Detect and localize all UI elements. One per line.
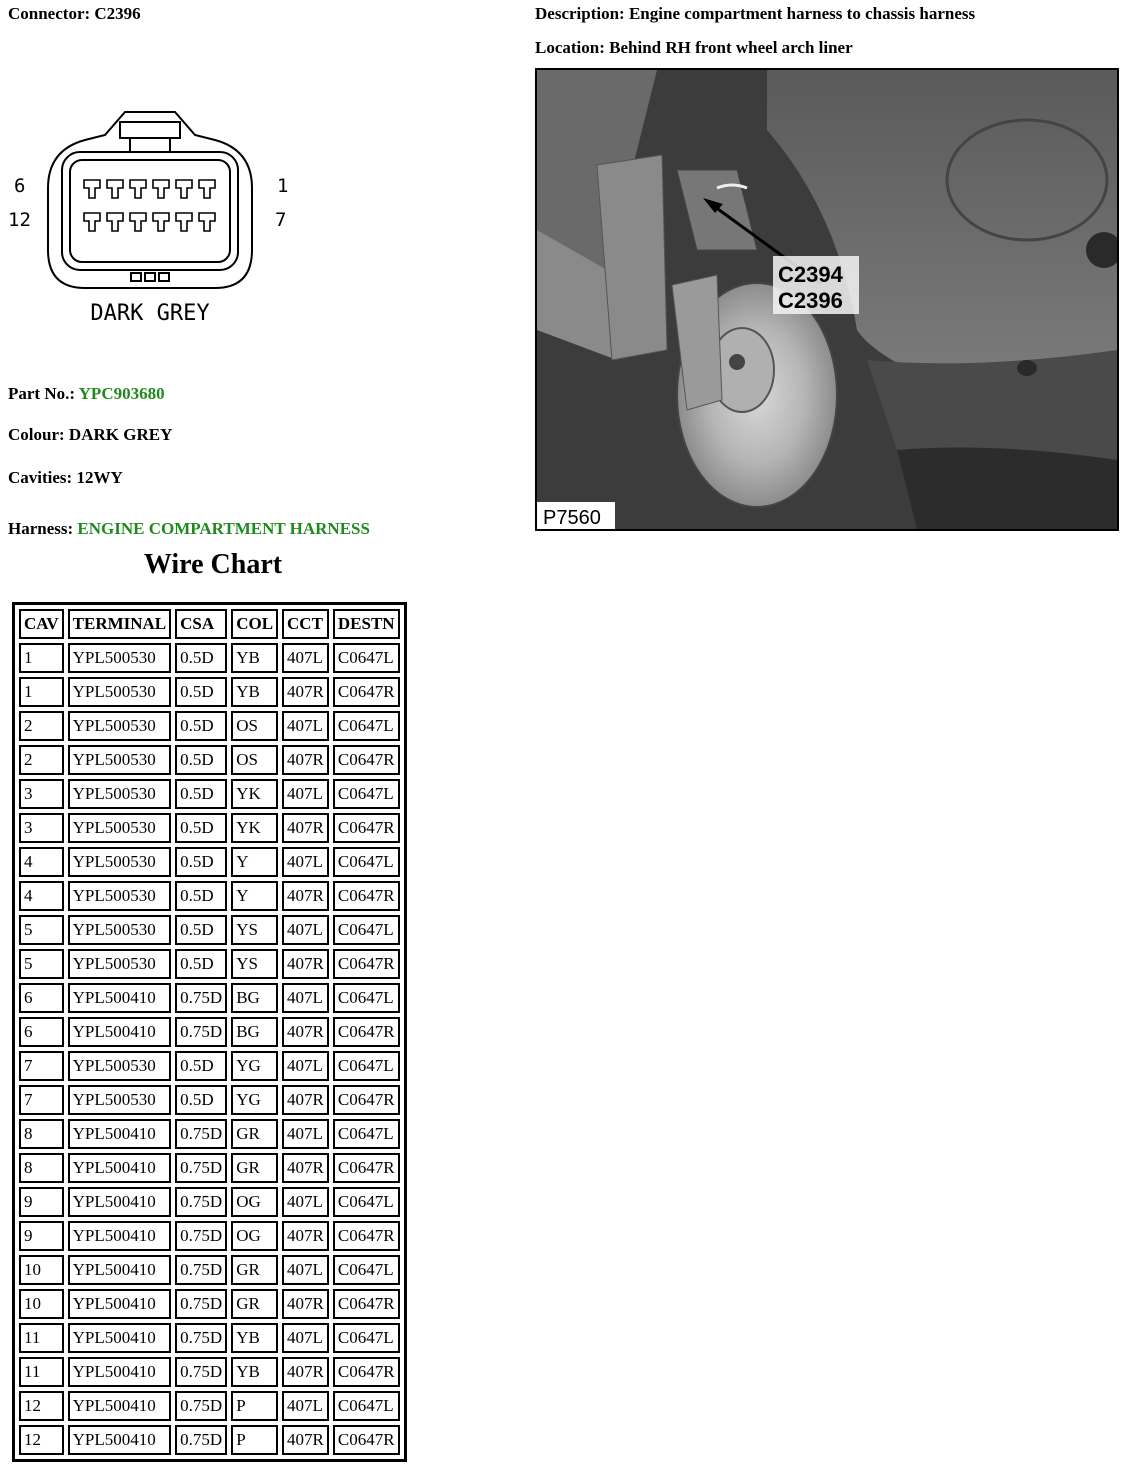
table-row — [19, 1357, 400, 1387]
cell-cav: 11 — [19, 1323, 64, 1353]
cell-destn: C0647L — [333, 915, 400, 945]
connector-id: C2396 — [94, 4, 141, 23]
cell-destn: C0647R — [333, 881, 400, 911]
wire-chart-table — [12, 602, 407, 1462]
cell-destn: C0647L — [333, 1391, 400, 1421]
cell-csa: 0.5D — [175, 813, 227, 843]
cell-terminal: YPL500410 — [68, 1119, 172, 1149]
table-row — [19, 745, 400, 775]
cell-terminal: YPL500410 — [68, 1153, 172, 1183]
cell-csa: 0.5D — [175, 949, 227, 979]
cell-col: OS — [231, 745, 278, 775]
cell-terminal: YPL500410 — [68, 1425, 172, 1455]
cell-csa: 0.75D — [175, 1357, 227, 1387]
cell-col: GR — [231, 1255, 278, 1285]
cell-col: P — [231, 1391, 278, 1421]
cell-csa: 0.75D — [175, 1221, 227, 1251]
cell-cct: 407L — [282, 1391, 329, 1421]
cell-col: YK — [231, 813, 278, 843]
cell-destn: C0647R — [333, 813, 400, 843]
cell-col: GR — [231, 1153, 278, 1183]
photo-figure-id: P7560 — [543, 507, 601, 529]
harness-line — [8, 519, 370, 539]
cell-terminal: YPL500410 — [68, 1391, 172, 1421]
cavities-label: Cavities: — [8, 468, 73, 487]
cell-terminal: YPL500410 — [68, 1221, 172, 1251]
cell-cav: 1 — [19, 677, 64, 707]
cell-cct: 407L — [282, 1255, 329, 1285]
cell-col: YB — [231, 643, 278, 673]
table-row — [19, 1153, 400, 1183]
cell-cav: 3 — [19, 813, 64, 843]
cell-cav: 12 — [19, 1391, 64, 1421]
cavities-line — [8, 468, 123, 488]
cell-csa: 0.75D — [175, 1255, 227, 1285]
cell-cct: 407L — [282, 1051, 329, 1081]
cell-csa: 0.75D — [175, 1425, 227, 1455]
cell-cct: 407L — [282, 983, 329, 1013]
cell-terminal: YPL500410 — [68, 983, 172, 1013]
cavity-slot — [176, 213, 192, 231]
cell-cav: 7 — [19, 1051, 64, 1081]
cell-terminal: YPL500530 — [68, 915, 172, 945]
location-value: Behind RH front wheel arch liner — [609, 38, 853, 57]
table-row — [19, 643, 400, 673]
cell-csa: 0.5D — [175, 881, 227, 911]
cell-cav: 8 — [19, 1119, 64, 1149]
cell-col: OS — [231, 711, 278, 741]
cell-destn: C0647L — [333, 1323, 400, 1353]
cell-csa: 0.75D — [175, 1323, 227, 1353]
cavity-slot — [176, 180, 192, 198]
cell-col: YB — [231, 677, 278, 707]
cell-cct: 407R — [282, 813, 329, 843]
cell-destn: C0647R — [333, 1085, 400, 1115]
cell-cav: 10 — [19, 1289, 64, 1319]
cell-cct: 407R — [282, 1289, 329, 1319]
diagram-colour-label: DARK GREY — [90, 301, 210, 326]
cell-terminal: YPL500410 — [68, 1289, 172, 1319]
cell-destn: C0647L — [333, 1255, 400, 1285]
location-photo — [535, 68, 1119, 531]
cell-col: YG — [231, 1051, 278, 1081]
cell-cav: 11 — [19, 1357, 64, 1387]
cell-cct: 407L — [282, 779, 329, 809]
cell-csa: 0.5D — [175, 745, 227, 775]
cavity-slot — [130, 180, 146, 198]
colour-label: Colour: — [8, 425, 65, 444]
cell-col: YK — [231, 779, 278, 809]
cell-csa: 0.5D — [175, 915, 227, 945]
cell-cav: 2 — [19, 745, 64, 775]
cell-cct: 407R — [282, 1425, 329, 1455]
column-header-cav: CAV — [19, 609, 64, 639]
table-row — [19, 1119, 400, 1149]
table-row — [19, 881, 400, 911]
connector-label-line — [8, 4, 141, 24]
cell-destn: C0647L — [333, 847, 400, 877]
cell-terminal: YPL500530 — [68, 711, 172, 741]
part-number-link[interactable]: YPC903680 — [78, 384, 165, 403]
table-row — [19, 711, 400, 741]
table-row — [19, 983, 400, 1013]
cell-csa: 0.5D — [175, 677, 227, 707]
cell-cct: 407R — [282, 1357, 329, 1387]
cell-cav: 3 — [19, 779, 64, 809]
location-label: Location: — [535, 38, 605, 57]
cell-terminal: YPL500530 — [68, 745, 172, 775]
harness-link[interactable]: ENGINE COMPARTMENT HARNESS — [77, 519, 370, 538]
cell-col: YB — [231, 1323, 278, 1353]
table-row — [19, 915, 400, 945]
cell-destn: C0647L — [333, 1187, 400, 1217]
cell-destn: C0647R — [333, 677, 400, 707]
part-number-label: Part No.: — [8, 384, 76, 403]
table-row — [19, 1085, 400, 1115]
cell-cav: 5 — [19, 915, 64, 945]
cell-destn: C0647R — [333, 949, 400, 979]
cell-cct: 407R — [282, 1017, 329, 1047]
cell-destn: C0647L — [333, 711, 400, 741]
cell-col: Y — [231, 847, 278, 877]
column-header-destn: DESTN — [333, 609, 400, 639]
cell-destn: C0647L — [333, 779, 400, 809]
cavity-slot — [199, 180, 215, 198]
table-row — [19, 1017, 400, 1047]
table-row — [19, 1255, 400, 1285]
table-row — [19, 1187, 400, 1217]
cell-cct: 407R — [282, 949, 329, 979]
cell-cct: 407R — [282, 1221, 329, 1251]
column-header-terminal: TERMINAL — [68, 609, 172, 639]
cell-csa: 0.5D — [175, 1085, 227, 1115]
table-row — [19, 1391, 400, 1421]
cell-cct: 407R — [282, 881, 329, 911]
cell-col: Y — [231, 881, 278, 911]
cell-terminal: YPL500410 — [68, 1187, 172, 1217]
description-value: Engine compartment harness to chassis harness — [628, 4, 976, 23]
cavity-slot — [107, 213, 123, 231]
cell-destn: C0647L — [333, 983, 400, 1013]
cell-terminal: YPL500530 — [68, 779, 172, 809]
cell-csa: 0.5D — [175, 711, 227, 741]
cell-cav: 5 — [19, 949, 64, 979]
cell-cct: 407R — [282, 1153, 329, 1183]
cell-cav: 4 — [19, 847, 64, 877]
cell-csa: 0.75D — [175, 1119, 227, 1149]
cell-csa: 0.75D — [175, 1153, 227, 1183]
cell-csa: 0.5D — [175, 643, 227, 673]
description-line — [535, 4, 975, 24]
cell-cct: 407L — [282, 711, 329, 741]
pin-1-number: 1 — [277, 175, 289, 197]
cell-cct: 407L — [282, 643, 329, 673]
cavity-slot — [107, 180, 123, 198]
cell-destn: C0647R — [333, 1357, 400, 1387]
wire-chart-body — [19, 643, 400, 1455]
cell-cav: 10 — [19, 1255, 64, 1285]
cell-terminal: YPL500530 — [68, 1051, 172, 1081]
cell-col: P — [231, 1425, 278, 1455]
cavity-slot — [84, 180, 100, 198]
colour-line — [8, 425, 172, 445]
cell-cct: 407R — [282, 677, 329, 707]
cell-csa: 0.75D — [175, 1391, 227, 1421]
cell-destn: C0647R — [333, 1425, 400, 1455]
cavity-slot — [153, 213, 169, 231]
connector-face-diagram — [0, 100, 300, 340]
part-number-line — [8, 384, 165, 404]
cell-cct: 407L — [282, 1187, 329, 1217]
cell-col: OG — [231, 1221, 278, 1251]
cavity-slot — [130, 213, 146, 231]
description-label: Description: — [535, 4, 625, 23]
location-line — [535, 38, 853, 58]
cavity-slot — [84, 213, 100, 231]
pin-6-number: 6 — [14, 175, 26, 197]
cell-terminal: YPL500410 — [68, 1255, 172, 1285]
table-row — [19, 677, 400, 707]
cell-cav: 7 — [19, 1085, 64, 1115]
cell-destn: C0647L — [333, 643, 400, 673]
cell-cct: 407L — [282, 847, 329, 877]
cell-cav: 1 — [19, 643, 64, 673]
cavities-value: 12WY — [76, 468, 123, 487]
cell-terminal: YPL500530 — [68, 1085, 172, 1115]
cell-col: YS — [231, 949, 278, 979]
cell-csa: 0.75D — [175, 1289, 227, 1319]
photo-callout-c2396: C2396 — [778, 288, 843, 313]
cell-cct: 407R — [282, 1085, 329, 1115]
cell-csa: 0.5D — [175, 1051, 227, 1081]
cell-destn: C0647L — [333, 1051, 400, 1081]
table-row — [19, 1221, 400, 1251]
cavity-slot — [199, 213, 215, 231]
table-row — [19, 813, 400, 843]
pin-7-number: 7 — [275, 209, 287, 231]
wire-chart-header-row — [19, 609, 400, 639]
table-row — [19, 847, 400, 877]
cell-cav: 12 — [19, 1425, 64, 1455]
cell-csa: 0.75D — [175, 1187, 227, 1217]
cell-terminal: YPL500530 — [68, 847, 172, 877]
cell-terminal: YPL500530 — [68, 813, 172, 843]
table-row — [19, 1289, 400, 1319]
photo-callout-c2394: C2394 — [778, 262, 843, 287]
cell-destn: C0647R — [333, 745, 400, 775]
cell-cav: 6 — [19, 1017, 64, 1047]
column-header-csa: CSA — [175, 609, 227, 639]
cell-cav: 8 — [19, 1153, 64, 1183]
column-header-cct: CCT — [282, 609, 329, 639]
harness-label: Harness: — [8, 519, 74, 538]
cell-col: GR — [231, 1289, 278, 1319]
cavity-slot — [153, 180, 169, 198]
cell-col: OG — [231, 1187, 278, 1217]
cell-destn: C0647R — [333, 1017, 400, 1047]
cell-terminal: YPL500530 — [68, 881, 172, 911]
cell-col: BG — [231, 1017, 278, 1047]
cell-csa: 0.75D — [175, 1017, 227, 1047]
cell-terminal: YPL500410 — [68, 1357, 172, 1387]
cell-col: BG — [231, 983, 278, 1013]
cell-terminal: YPL500410 — [68, 1323, 172, 1353]
cell-col: YS — [231, 915, 278, 945]
cell-cav: 6 — [19, 983, 64, 1013]
cell-col: GR — [231, 1119, 278, 1149]
column-header-col: COL — [231, 609, 278, 639]
cell-cav: 9 — [19, 1187, 64, 1217]
wire-chart-title: Wire Chart — [143, 549, 283, 580]
cell-destn: C0647L — [333, 1119, 400, 1149]
cell-cct: 407R — [282, 745, 329, 775]
colour-value: DARK GREY — [68, 425, 173, 444]
cell-cct: 407L — [282, 915, 329, 945]
pin-12-number: 12 — [8, 209, 31, 231]
table-row — [19, 1425, 400, 1455]
table-row — [19, 1051, 400, 1081]
cell-cct: 407L — [282, 1119, 329, 1149]
cell-destn: C0647R — [333, 1153, 400, 1183]
cell-csa: 0.75D — [175, 983, 227, 1013]
cell-destn: C0647R — [333, 1289, 400, 1319]
cell-csa: 0.5D — [175, 779, 227, 809]
table-row — [19, 779, 400, 809]
cell-destn: C0647R — [333, 1221, 400, 1251]
cell-cav: 9 — [19, 1221, 64, 1251]
cell-csa: 0.5D — [175, 847, 227, 877]
cell-cav: 2 — [19, 711, 64, 741]
cell-terminal: YPL500530 — [68, 949, 172, 979]
cell-col: YG — [231, 1085, 278, 1115]
connector-label: Connector: — [8, 4, 91, 23]
table-row — [19, 1323, 400, 1353]
cell-cav: 4 — [19, 881, 64, 911]
cell-terminal: YPL500530 — [68, 643, 172, 673]
cell-terminal: YPL500410 — [68, 1017, 172, 1047]
cell-col: YB — [231, 1357, 278, 1387]
table-row — [19, 949, 400, 979]
cell-terminal: YPL500530 — [68, 677, 172, 707]
cell-cct: 407L — [282, 1323, 329, 1353]
